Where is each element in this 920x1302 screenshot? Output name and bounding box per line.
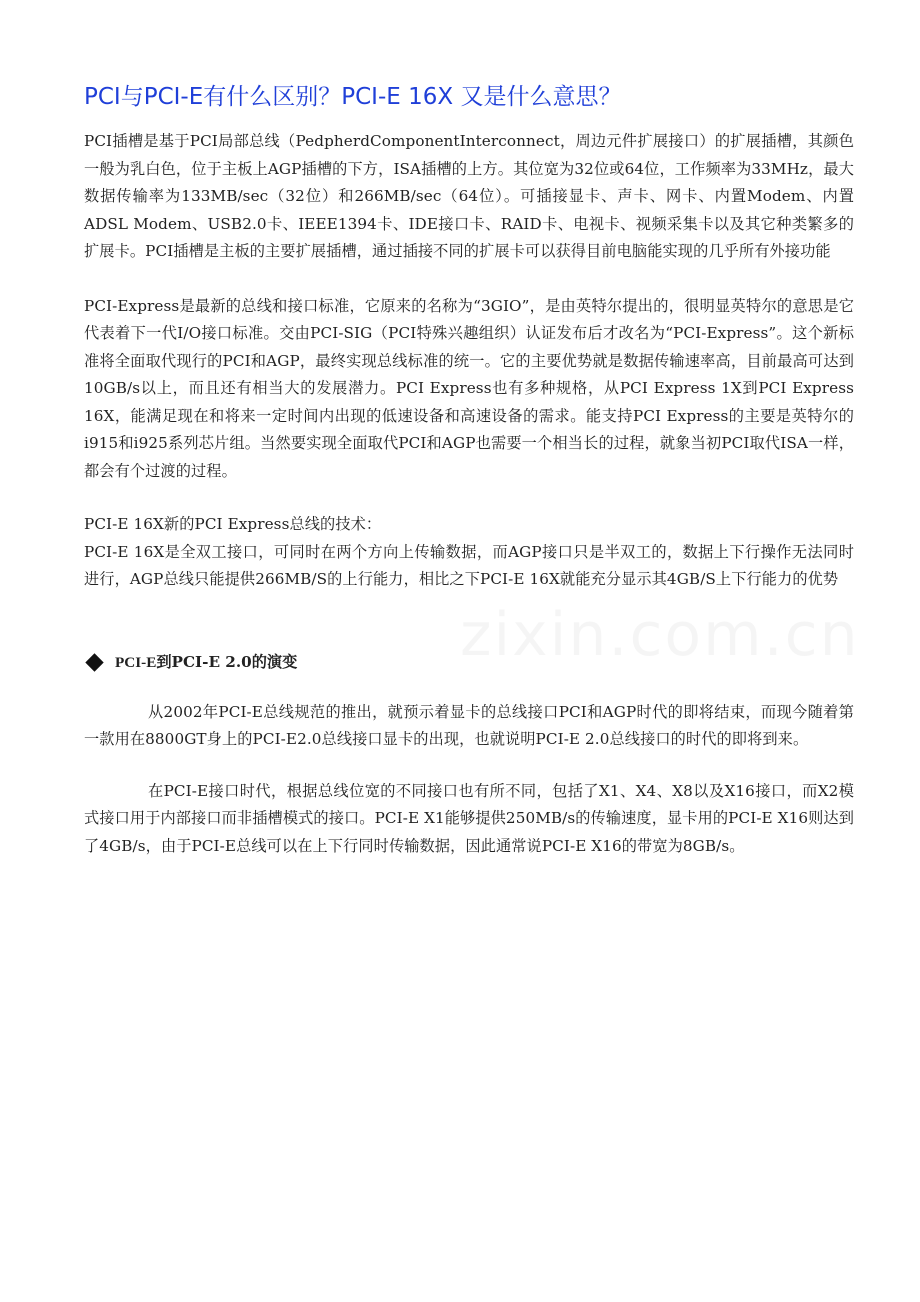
paragraph-pcie-evolution: 从2002年PCI-E总线规范的推出，就预示着显卡的总线接口PCI和AGP时代的即将结束，而现今随着第一款用在8800GT身上的PCI-E2.0总线接口显卡的出现，也就说明PCI-E 2.0总线接口的时代的即将到来。: [84, 702, 854, 748]
document-page: [84, 80, 854, 860]
diamond-bullet-icon: [85, 653, 103, 671]
document-title: PCI与PCI-E有什么区别？PCI-E 16X 又是什么意思？: [84, 84, 622, 110]
paragraph-pci-slot: PCI插槽是基于PCI局部总线（PedpherdComponentInterconnect，周边元件扩展接口）的扩展插槽，其颜色一般为乳白色，位于主板上AGP插槽的下方，ISA插槽的上方。其位宽为32位或64位，工作频率为33MHz，最大数据传输率为133MB/sec（32位）和266MB/sec（64位）。可插接显卡、声卡、网卡、内置Modem、内置ADSL Modem、USB2.0卡、IEEE1394卡、IDE接口卡、RAID卡、电视卡、视频采集卡以及其它种类繁多的扩展卡。PCI插槽是主板的主要扩展插槽，通过插接不同的扩展卡可以获得目前电脑能实现的几乎所有外接功能: [84, 132, 854, 260]
paragraph-pcie-16x-heading: PCI-E 16X新的PCI Express总线的技术：: [84, 515, 382, 533]
paragraph-pcie-bandwidth: 在PCI-E接口时代，根据总线位宽的不同接口也有所不同，包括了X1、X4、X8以及X16接口，而X2模式接口用于内部接口而非插槽模式的接口。PCI-E X1能够提供250MB/s的传输速度，显卡用的PCI-E X16则达到了4GB/s，由于PCI-E总线可以在上下行同时传输数据，因此通常说PCI-E X16的带宽为8GB/s。: [84, 781, 854, 855]
paragraph-pci-express: PCI-Express是最新的总线和接口标准，它原来的名称为“3GIO”，是由英特尔提出的，很明显英特尔的意思是它代表着下一代I/O接口标准。交由PCI-SIG（PCI特殊兴趣组织）认证发布后才改名为“PCI-Express”。这个新标准将全面取代现行的PCI和AGP，最终实现总线标准的统一。它的主要优势就是数据传输速率高，目前最高可达到10GB/s以上，而且还有相当大的发展潜力。PCI Express也有多种规格，从PCI Express 1X到PCI Express 16X，能满足现在和将来一定时间内出现的低速设备和高速设备的需求。能支持PCI Express的主要是英特尔的i915和i925系列芯片组。当然要实现全面取代PCI和AGP也需要一个相当长的过程，就象当初PCI取代ISA一样，都会有个过渡的过程。: [84, 296, 854, 480]
paragraph-pcie-16x: PCI-E 16X是全双工接口，可同时在两个方向上传输数据，而AGP接口只是半双工的，数据上下行操作无法同时进行，AGP总线只能提供266MB/S的上行能力，相比之下PCI-E 16X就能充分显示其4GB/S上下行能力的优势: [84, 542, 854, 588]
section-heading-rest: 到PCI-E 2.0的演变: [156, 652, 298, 671]
section-heading-text: [115, 648, 297, 677]
section-heading-prefix: PCI-E: [115, 653, 157, 671]
watermark: [460, 600, 860, 670]
